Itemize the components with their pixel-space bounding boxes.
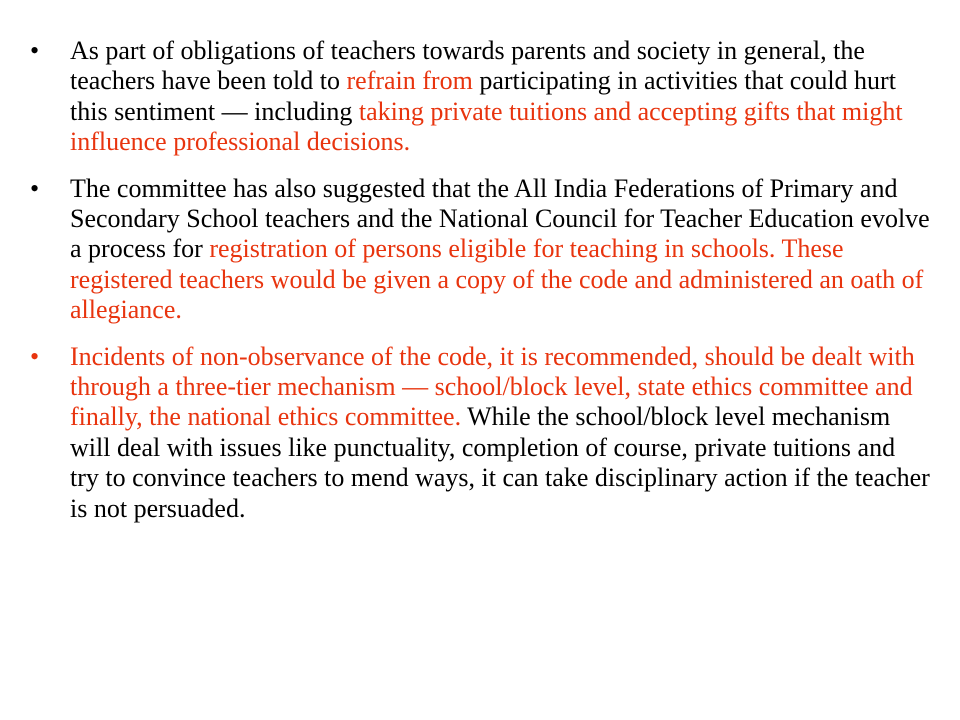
bullet-item-obligations	[30, 36, 930, 158]
bullet-dot: •	[30, 36, 40, 65]
bullet-text-segment: While the school/block level mechanism will deal with issues like punctuality, completion of course, private tuitions and try to convince teachers to mend ways, it can take disciplinary action if the teacher is not persuaded.	[70, 402, 930, 523]
bullet-item-mechanism	[30, 342, 930, 524]
bullet-dot: •	[30, 173, 40, 203]
bullet-item-registration	[30, 174, 930, 326]
bullet-list	[30, 36, 930, 540]
bullet-highlight-segment: registration of persons eligible for teaching in schools. These registered teachers would be given a copy of the code and administered an oath of allegiance.	[70, 234, 924, 325]
bullet-highlight-segment: refrain from	[346, 66, 473, 96]
bullet-text-segment: As part of obligations of teachers towards parents and society in general, the teachers have been told to	[70, 36, 865, 96]
bullet-highlight-segment: Incidents of non-observance of the code, it is recommended, should be dealt with through a three-tier mechanism — school/block level, state ethics committee and finally, the national ethics committee.	[70, 341, 915, 432]
bullet-dot: •	[30, 341, 40, 371]
bullet-text-segment: participating in activities that could hurt this sentiment — including	[70, 66, 896, 126]
bullet-text-segment: The committee has also suggested that the All India Federations of Primary and Secondary School teachers and the National Council for Teacher Education evolve a process for	[70, 173, 930, 264]
bullet-highlight-segment: taking private tuitions and accepting gifts that might influence professional decisions.	[70, 96, 903, 157]
